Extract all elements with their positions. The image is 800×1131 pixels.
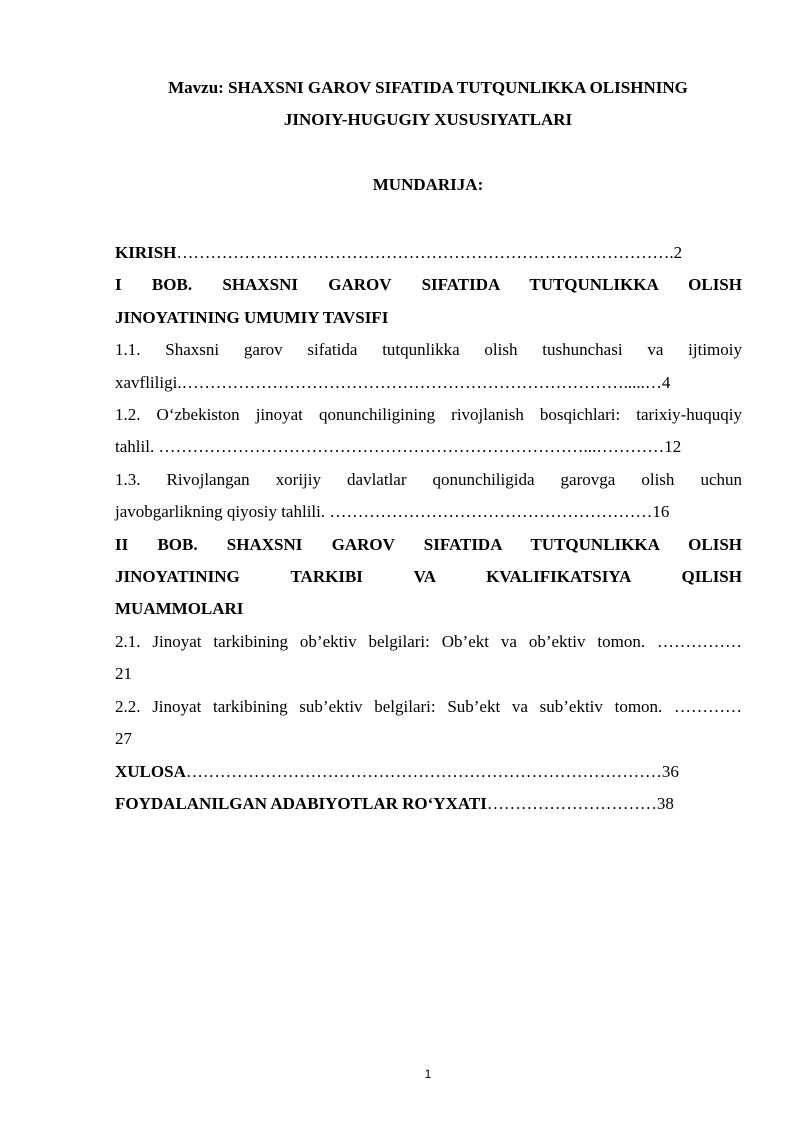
- toc-intro-label: KIRISH: [115, 243, 177, 262]
- contents-heading: MUNDARIJA:: [372, 175, 484, 194]
- toc-intro-page: 2: [673, 243, 683, 262]
- toc-references-dots: …………………………: [486, 793, 657, 813]
- toc-intro-dots: …………………………………………………………………………….: [176, 243, 674, 262]
- toc-entry-2-1-line-1: 2.1. Jinoyat tarkibining ob’ektiv belgilari: Ob’ekt va ob’ektiv tomon. ……………: [115, 631, 742, 651]
- toc-entry-references: [115, 788, 742, 820]
- toc-entry-intro: [115, 237, 742, 269]
- toc-entry-1-1: [115, 334, 742, 399]
- toc-chapter-2-line-1: II BOB. SHAXSNI GAROV SIFATIDA TUTQUNLIKKA OLISH: [115, 534, 742, 554]
- toc-entry-1-2-line-1: 1.2. O‘zbekiston jinoyat qonunchiligining rivojlanish bosqichlari: tarixiy-huquqiy: [115, 405, 742, 425]
- toc-entry-1-2: [115, 399, 742, 464]
- toc-entry-1-2-line-2: tahlil. …………………………………………………………………...…………12: [115, 437, 682, 457]
- toc-references-label: FOYDALANILGAN ADABIYOTLAR RO‘YXATI: [115, 793, 487, 813]
- toc-entry-1-3-line-1: 1.3. Rivojlangan xorijiy davlatlar qonunchiligida garovga olish uchun: [115, 469, 742, 489]
- document-title-line-1: Mavzu: SHAXSNI GAROV SIFATIDA TUTQUNLIKKA OLISHNING: [168, 78, 688, 97]
- toc-chapter-1-line-1: I BOB. SHAXSNI GAROV SIFATIDA TUTQUNLIKKA OLISH: [115, 275, 742, 295]
- document-title-line-2: JINOIY-HUGUGIY XUSUSIYATLARI: [283, 110, 573, 129]
- page-number: 1: [424, 1067, 432, 1081]
- toc-references-page: 38: [656, 793, 674, 813]
- toc-chapter-1-line-2: JINOYATINING UMUMIY TAVSIFI: [115, 307, 389, 327]
- toc-entry-2-1-line-2: 21: [115, 664, 132, 684]
- toc-entry-2-2-line-2: 27: [115, 729, 132, 749]
- toc-conclusion-dots: …………………………………………………………………………: [185, 761, 662, 781]
- toc-entry-2-2-line-1: 2.2. Jinoyat tarkibining sub’ektiv belgilari: Sub’ekt va sub’ektiv tomon. …………: [115, 696, 742, 716]
- toc-entry-2-1: [115, 626, 742, 691]
- toc-entry-1-1-line-1: 1.1. Shaxsni garov sifatida tutqunlikka olish tushunchasi va ijtimoiy: [115, 340, 742, 360]
- toc-entry-2-2: [115, 691, 742, 756]
- toc-chapter-2: [115, 529, 742, 626]
- toc-conclusion-page: 36: [661, 761, 679, 781]
- toc-conclusion-label: XULOSA: [115, 761, 186, 781]
- toc-entry-conclusion: [115, 756, 742, 788]
- table-of-contents: [115, 237, 742, 820]
- toc-entry-1-1-line-2: xavfliligi.…………………………………………………………………….....…4: [115, 372, 671, 392]
- toc-entry-1-3: [115, 464, 742, 529]
- toc-chapter-2-line-3: MUAMMOLARI: [115, 599, 244, 619]
- toc-entry-1-3-line-2: javobgarlikning qiyosiy tahlili. …………………………………………………16: [115, 502, 670, 522]
- toc-chapter-1: [115, 269, 742, 334]
- toc-chapter-2-line-2: JINOYATINING TARKIBI VA KVALIFIKATSIYA QILISH: [115, 567, 742, 587]
